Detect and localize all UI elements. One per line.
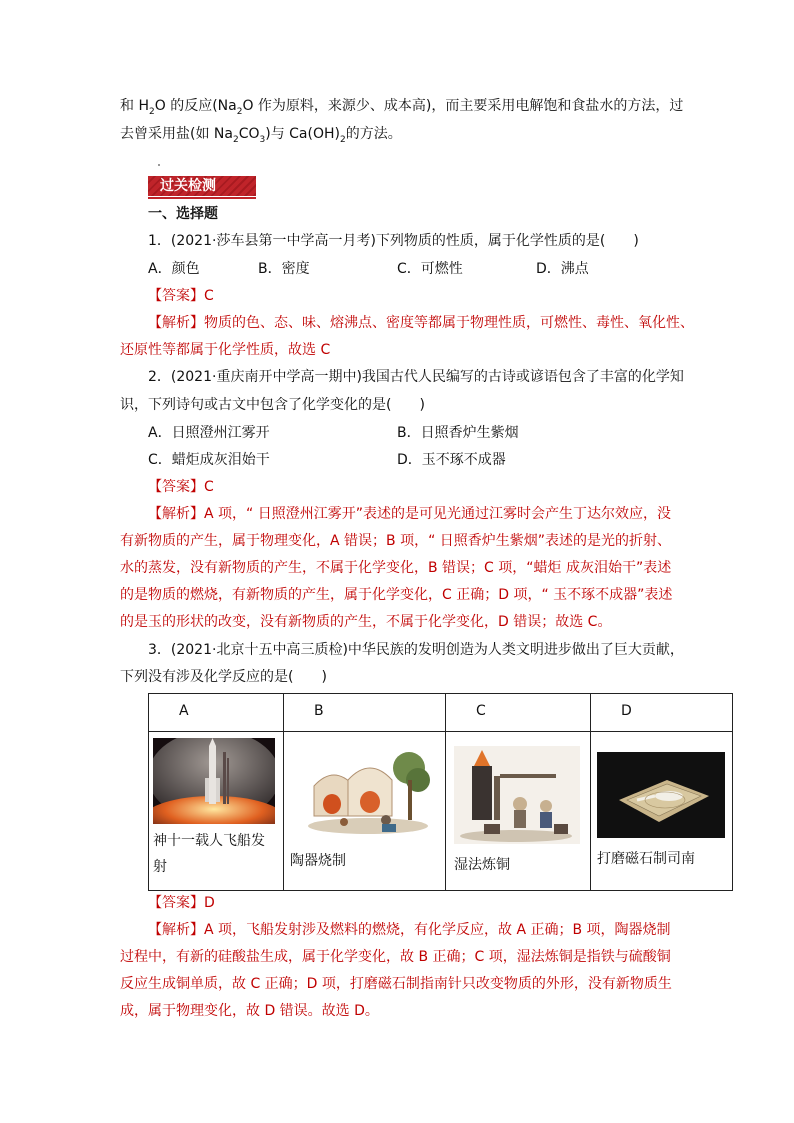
q2-option-d: D．玉不琢不成器 (397, 452, 506, 468)
sinan-compass-image (597, 752, 725, 838)
q3-caption-a-line-2: 射 (153, 859, 167, 875)
q3-caption-a-line-1: 神十一载人飞船发 (153, 833, 265, 849)
q3-analysis-line-4: 成，属于物理变化，故 D 错误。故选 D。 (120, 1003, 379, 1019)
q3-header-c: C (446, 694, 591, 732)
q3-cell-d (591, 732, 733, 891)
decorative-dot (158, 164, 160, 166)
q3-analysis-line-2: 过程中，有新的硅酸盐生成，属于化学变化，故 B 正确；C 项，湿法炼铜是指铁与硫酸铜 (120, 949, 671, 965)
q3-cell-c (446, 732, 591, 891)
q2-analysis-line-1: 【解析】A 项，“ 日照澄州江雾开”表述的是可见光通过江雾时会产生丁达尔效应，没 (148, 506, 671, 522)
q3-table-header-row (149, 694, 733, 732)
q3-cell-b (284, 732, 446, 891)
q3-cell-a (149, 732, 284, 891)
q2-stem-line-2: 识，下列诗句或古文中包含了化学变化的是( ) (120, 397, 425, 413)
q2-analysis-line-4: 的是物质的燃烧，有新物质的产生，属于化学变化，C 正确；D 项，“ 玉不琢不成器”表述 (120, 587, 673, 603)
q3-header-b: B (284, 694, 446, 732)
q3-caption-b: 陶器烧制 (290, 853, 346, 869)
section-title: 一、选择题 (148, 206, 218, 222)
q2-option-a: A．日照澄州江雾开 (148, 425, 270, 441)
q1-option-a: A．颜色 (148, 261, 200, 277)
q3-analysis-line-3: 反应生成铜单质，故 C 正确；D 项，打磨磁石制指南针只改变物质的外形，没有新物质生 (120, 976, 672, 992)
q2-analysis-line-5: 的是玉的形状的改变，没有新物质的产生，不属于化学变化，D 错误；故选 C。 (120, 614, 612, 630)
q3-header-d: D (591, 694, 733, 732)
pottery-firing-image (304, 746, 432, 842)
copper-smelting-image (454, 746, 580, 844)
q2-answer: 【答案】C (148, 479, 214, 495)
rocket-launch-image (153, 738, 275, 824)
q1-analysis-line-1: 【解析】物质的色、态、味、熔沸点、密度等都属于物理性质，可燃性、毒性、氧化性、 (148, 315, 694, 331)
intro-line-1: 和 $H_2O$ 的反应($Na_2O$ 作为原料，来源少、成本高)，而主要采用电解饱和食盐水的方法，过 (120, 98, 684, 117)
q1-answer: 【答案】C (148, 288, 214, 304)
q3-table-image-row (149, 732, 733, 891)
q3-caption-d: 打磨磁石制司南 (597, 851, 695, 867)
q3-caption-c: 湿法炼铜 (454, 857, 510, 873)
q3-header-a: A (149, 694, 284, 732)
q1-option-b: B．密度 (258, 261, 310, 277)
q1-option-c: C．可燃性 (397, 261, 463, 277)
q3-stem-line-2: 下列没有涉及化学反应的是( ) (120, 669, 327, 685)
q2-analysis-line-2: 有新物质的产生，属于物理变化，A 错误；B 项，“ 日照香炉生紫烟”表述的是光的折射、 (120, 533, 672, 549)
q2-stem-line-1: 2．(2021·重庆南开中学高一期中)我国古代人民编写的古诗或谚语包含了丰富的化学知 (148, 369, 684, 385)
q3-stem-line-1: 3．(2021·北京十五中高三质检)中华民族的发明创造为人类文明进步做出了巨大贡献， (148, 642, 684, 658)
q2-option-c: C．蜡炬成灰泪始干 (148, 452, 270, 468)
q3-analysis-line-1: 【解析】A 项，飞船发射涉及燃料的燃烧，有化学反应，故 A 正确；B 项，陶器烧制 (148, 922, 671, 938)
intro-line-2: 去曾采用盐(如 $Na_2CO_3$)与 $Ca(OH)_2$的方法。 (120, 126, 402, 145)
q1-stem: 1．(2021·莎车县第一中学高一月考)下列物质的性质，属于化学性质的是( ) (148, 233, 639, 249)
q1-option-d: D．沸点 (536, 261, 589, 277)
banner-underline (148, 197, 256, 199)
q1-analysis-line-2: 还原性等都属于化学性质，故选 C (120, 342, 331, 358)
q2-analysis-line-3: 水的蒸发，没有新物质的产生，不属于化学变化，B 错误；C 项，“蜡炬 成灰泪始干”表述 (120, 560, 672, 576)
q3-options-table (148, 693, 733, 891)
q2-option-b: B．日照香炉生紫烟 (397, 425, 519, 441)
q3-answer: 【答案】D (148, 895, 215, 911)
section-banner: 过关检测 (148, 176, 256, 196)
